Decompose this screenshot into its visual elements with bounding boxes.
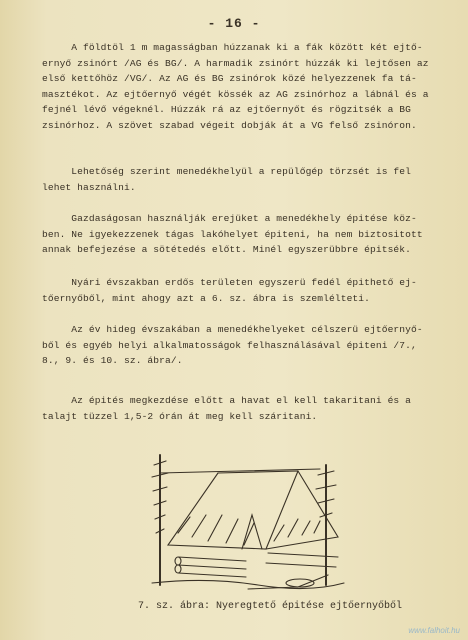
paragraph-6: Az épités megkezdése előtt a havat el kell takaritani és a talajt tüzzel 1,5-2 órán át meg kell száritani.: [42, 395, 412, 422]
figure-caption: 7. sz. ábra: Nyeregtető épitése ejtőernyőből: [138, 601, 403, 612]
paragraph-5: Az év hideg évszakában a menedékhelyeket célszerü ejtőernyő- ből és egyéb helyi alkalmatosságok felhasználásával épiteni /7., 8., 9. és 10. sz. ábra/.: [42, 324, 423, 366]
paragraph-2: Lehetőség szerint menedékhelyül a repülőgép törzsét is fel lehet használni.: [42, 166, 412, 193]
paragraph-1: A földtöl 1 m magasságban húzzanak ki a fák között két ejtő- ernyő zsinórt /AG és BG/. A harmadik zsinórt húzzák ki lejtősen az első kettőhöz /VG/. Az AG és BG zsinórok közé helyezzenek fa tá- masztékot. Az ejtőernyő végét kössék az AG zsinórhoz a lábnál és a fejnél lévő végeknél. Húzzák rá az ejtőernyőt és rögzitsék a BG zsinórhoz. A szövet szabad végeit dobják át a VG felső zsinóron.: [42, 42, 429, 131]
page-number: - 16 -: [207, 16, 261, 31]
tent-shelter-sketch-icon: [148, 445, 348, 593]
paragraph-3: Gazdaságosan használják erejüket a menedékhely épitése köz- ben. Ne igyekezzenek tágas lakóhelyet épiteni, ha nem biztositott annak befejezése a sötétedés előtt. Minél egyszerübbre épitsék.: [42, 213, 423, 255]
watermark: www.falhoit.hu: [408, 626, 460, 635]
paragraph-4: Nyári évszakban erdős területen egyszerü fedél épithető ej- tőernyőből, mint ahogy azt a 6. sz. ábra is szemlélteti.: [42, 277, 417, 304]
